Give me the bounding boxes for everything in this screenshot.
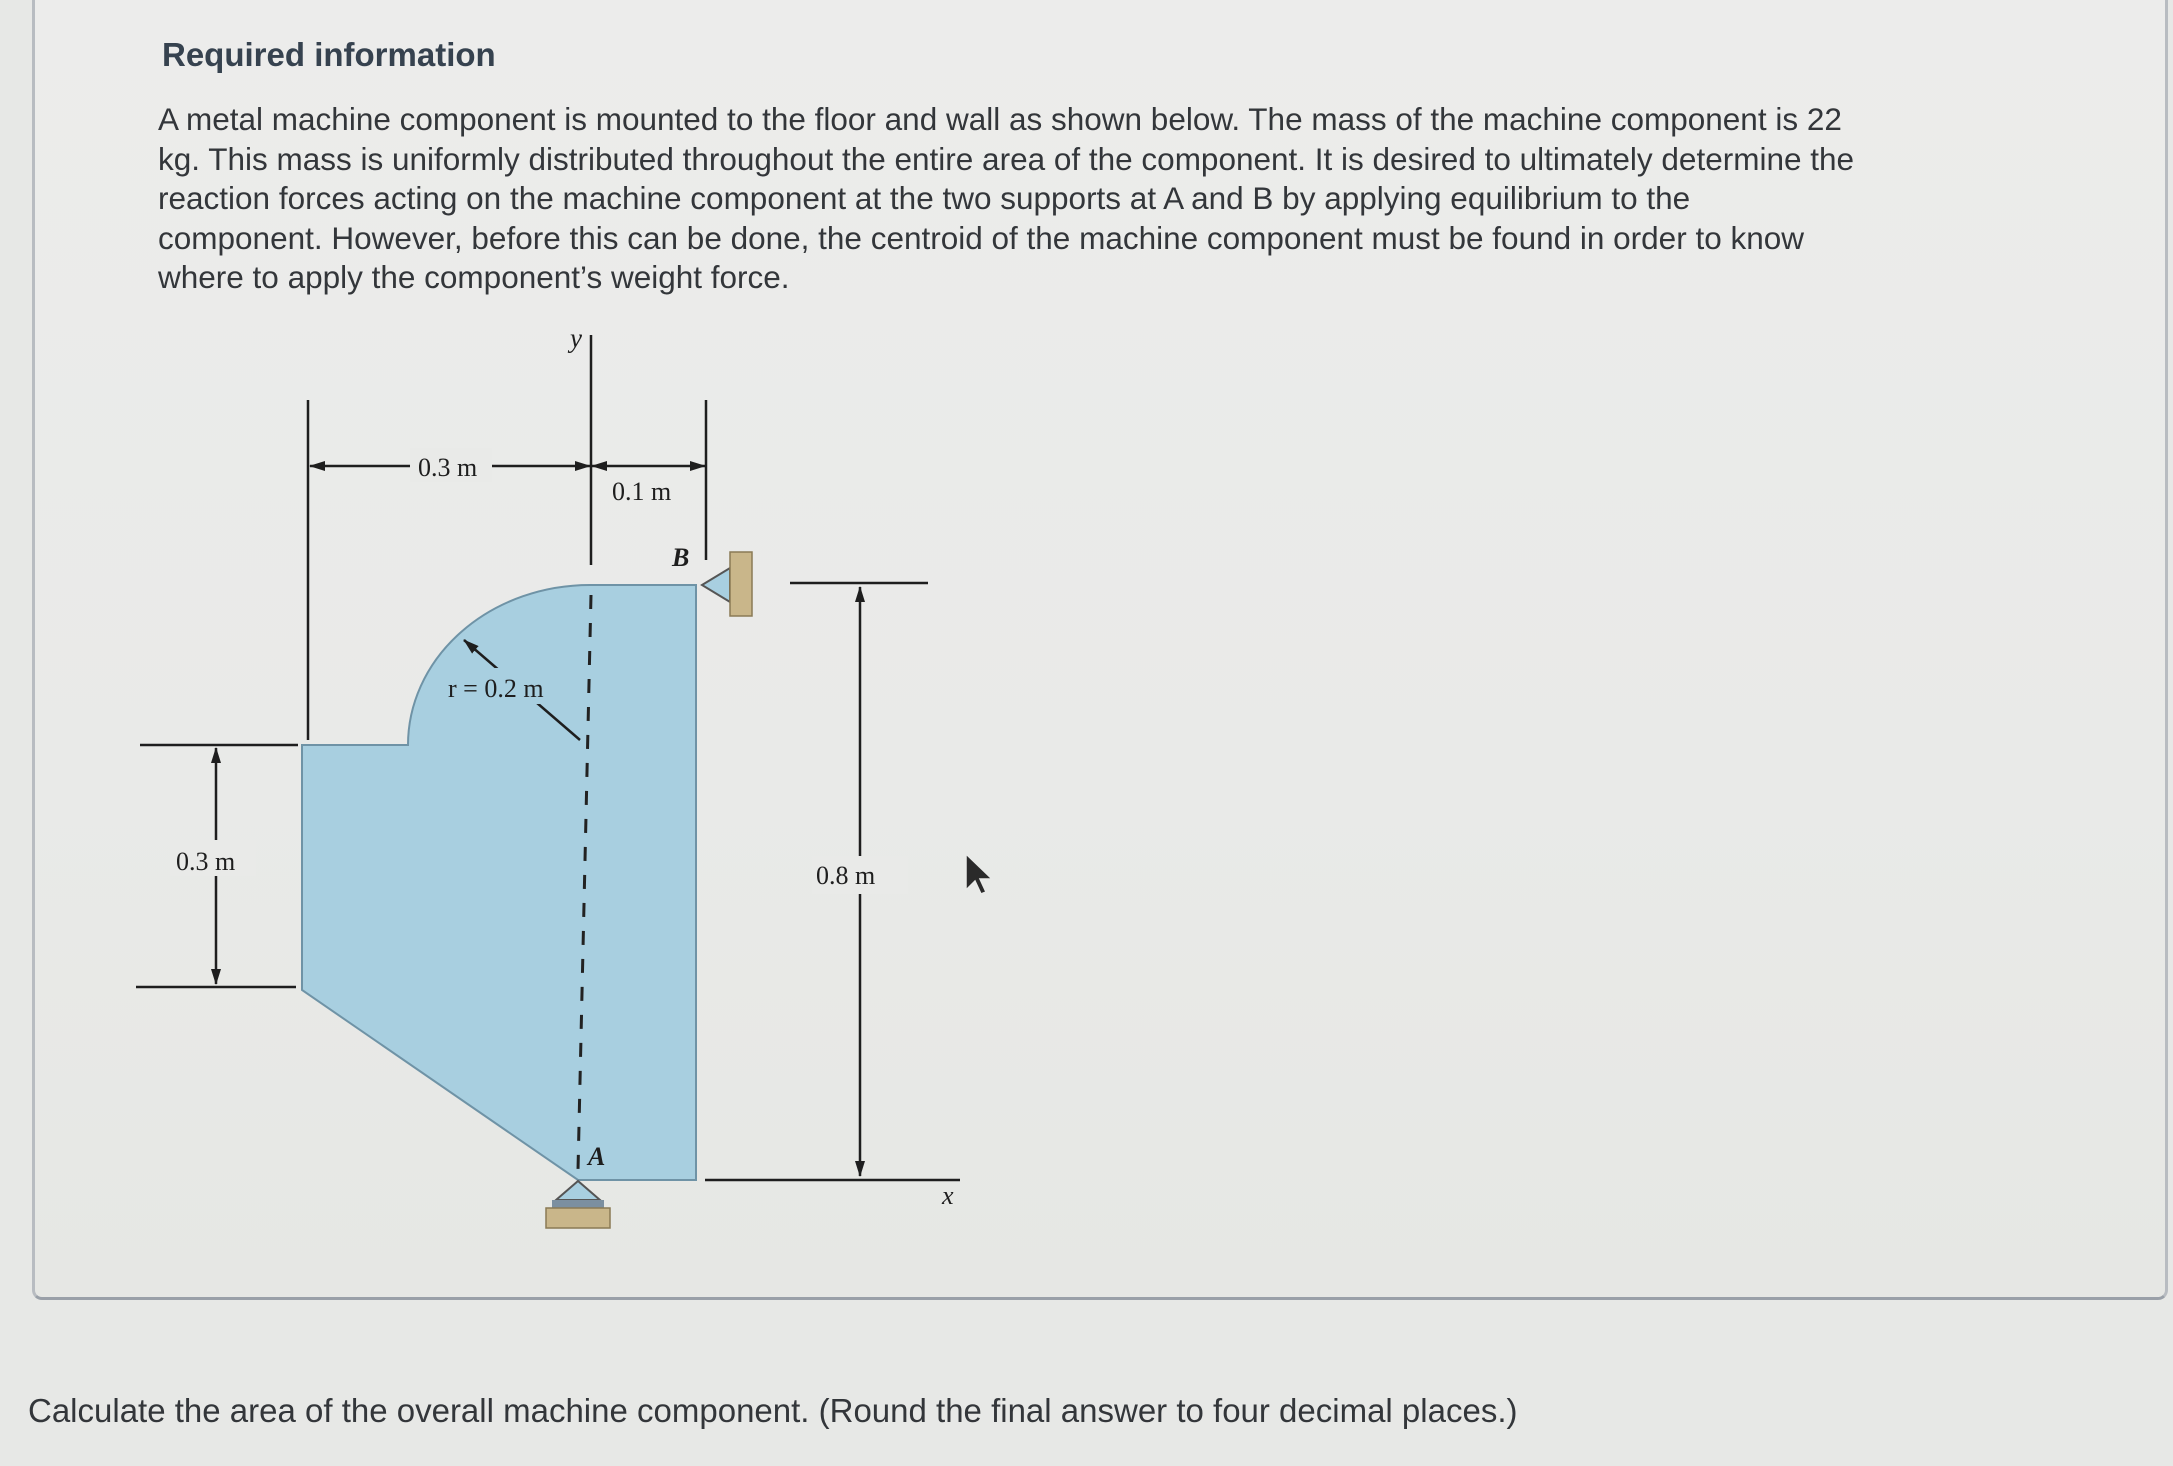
dimension-left-height-label: 0.3 m: [176, 847, 236, 876]
problem-line: A metal machine component is mounted to the floor and wall as shown below. The mass of the machine component is 22: [158, 101, 1842, 137]
problem-line: component. However, before this can be done, the centroid of the machine component must be found in order to know: [158, 219, 1804, 256]
dimension-top-left-label: 0.3 m: [418, 453, 478, 482]
support-a-label: A: [588, 1142, 606, 1171]
x-axis-label: x: [942, 1181, 954, 1210]
support-a-rollers: [552, 1200, 604, 1208]
dimension-top-right-label: 0.1 m: [612, 477, 672, 506]
dimension-total-height-label: 0.8 m: [816, 861, 876, 890]
radius-label: r = 0.2 m: [448, 674, 544, 703]
y-axis-label: y: [570, 323, 582, 353]
support-b-label: B: [672, 543, 690, 572]
machine-component-figure: [0, 0, 1000, 1260]
support-b-wall: [730, 552, 752, 616]
support-a-pin: [556, 1181, 600, 1200]
problem-line: kg. This mass is uniformly distributed throughout the entire area of the component. It is desired to ultimately determine the: [158, 140, 1855, 177]
problem-line: where to apply the component’s weight force.: [158, 259, 790, 295]
mouse-cursor-icon: [966, 854, 992, 894]
problem-line: reaction forces acting on the machine component at the two supports at A and B by applying equilibrium to the: [158, 180, 1691, 216]
section-heading: Required information: [162, 36, 496, 73]
question-text: Calculate the area of the overall machine component. (Round the final answer to four decimal places.): [28, 1392, 1518, 1429]
support-a-floor: [546, 1208, 610, 1228]
support-b-pin: [702, 568, 730, 602]
